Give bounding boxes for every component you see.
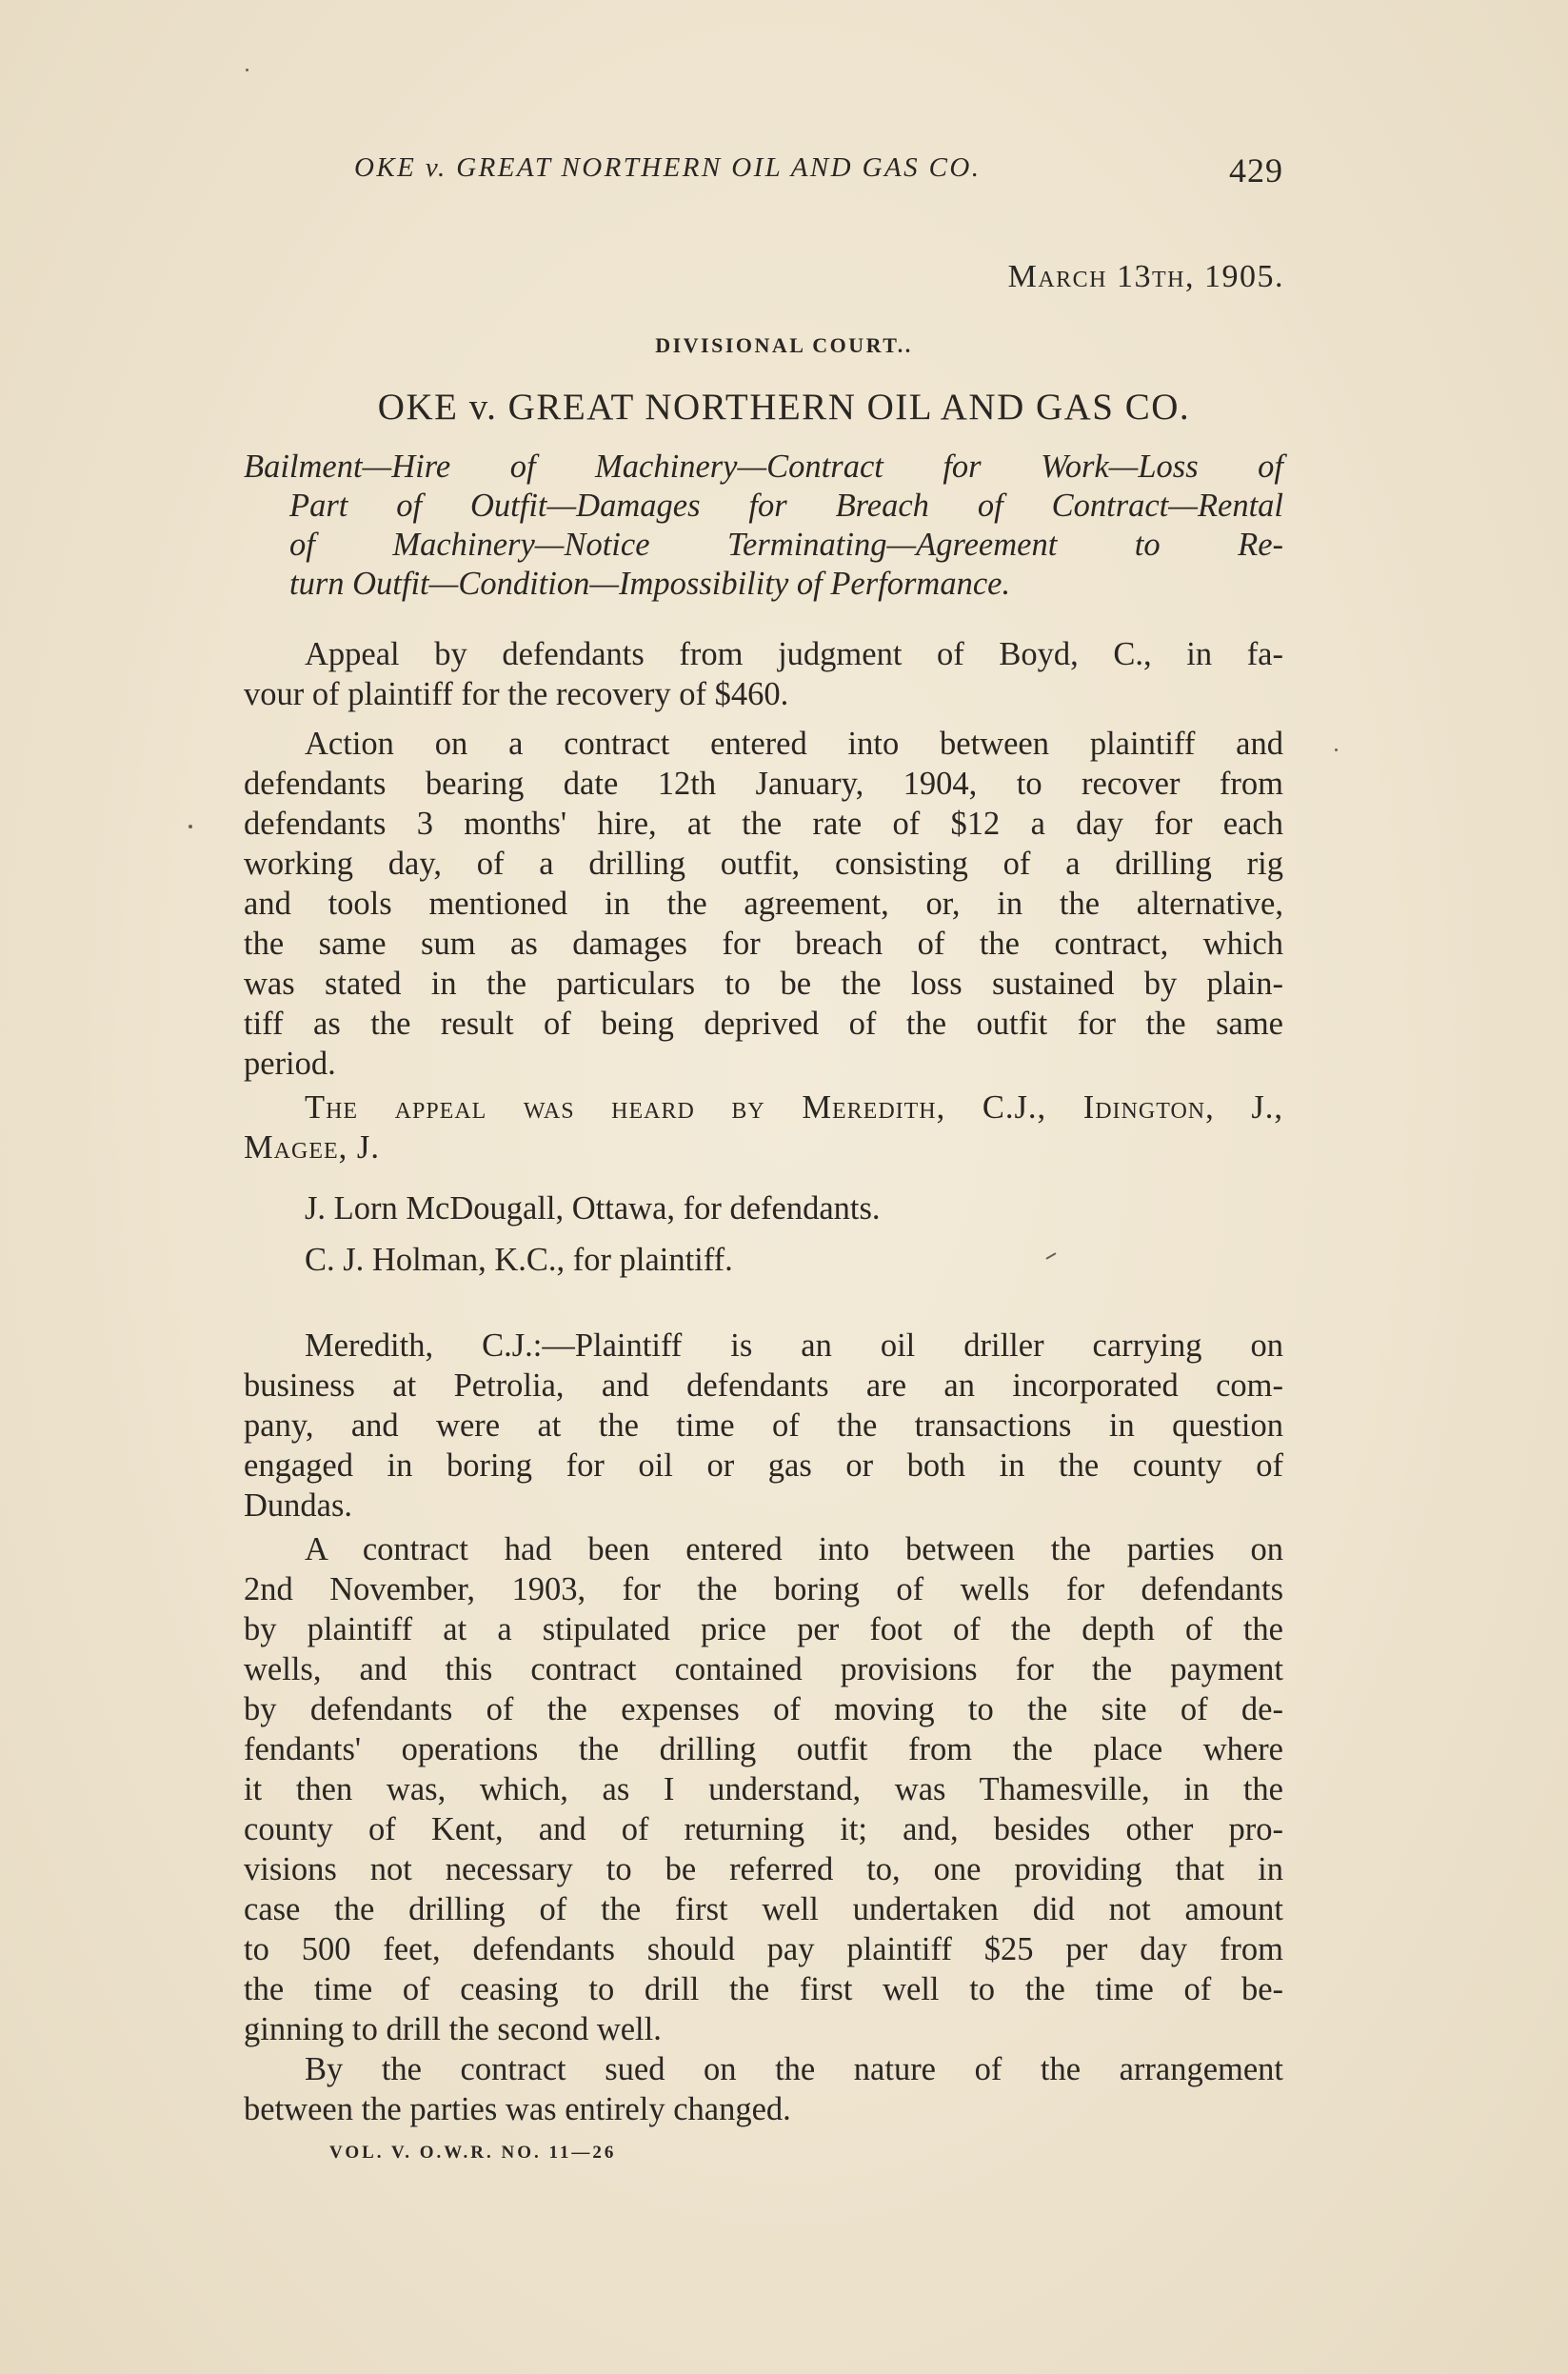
text-line: defendants 3 months' hire, at the rate of $12 a day for each [244,806,1283,842]
text-line: county of Kent, and of returning it; and, besides other pro- [244,1811,1283,1847]
page-number: 429 [1229,151,1283,190]
headnote-line: Bailment—Hire of Machinery—Contract for Work—Loss of [244,449,1283,485]
decision-date: March 13th, 1905. [1007,259,1284,294]
text-line: fendants' operations the drilling outfit from the place where [244,1731,1283,1767]
paragraph-contract-sued-on [244,2049,1283,2129]
text-line: by defendants of the expenses of moving to the site of de- [244,1691,1283,1727]
speck [1335,748,1338,751]
text-line: wells, and this contract contained provisions for the payment [244,1651,1283,1687]
counsel-plaintiff: C. J. Holman, K.C., for plaintiff. [305,1242,733,1278]
paragraph-action [244,724,1283,1084]
text-line: Magee, J. [244,1129,380,1166]
court-name: DIVISIONAL COURT.. [655,333,913,357]
text-line: ginning to drill the second well. [244,2011,662,2047]
text-line: to 500 feet, defendants should pay plaintiff $25 per day from [244,1931,1283,1967]
running-title: OKE v. GREAT NORTHERN OIL AND GAS CO. [354,152,982,183]
text-line: visions not necessary to be referred to, one providing that in [244,1851,1283,1887]
speck [1045,1252,1056,1260]
text-line: The appeal was heard by Meredith, C.J., Idington, J., [305,1089,1283,1126]
text-line: 2nd November, 1903, for the boring of wells for defendants [244,1571,1283,1607]
text-line: tiff as the result of being deprived of the outfit for the same [244,1006,1283,1042]
text-line: engaged in boring for oil or gas or both in the county of [244,1447,1283,1484]
headnote-line: of Machinery—Notice Terminating—Agreement to Re- [289,527,1283,563]
speck [189,825,192,828]
text-line: by plaintiff at a stipulated price per foot of the depth of the [244,1611,1283,1647]
speck [246,69,248,71]
text-line: A contract had been entered into between the parties on [305,1531,1283,1567]
text-line: the same sum as damages for breach of the contract, which [244,926,1283,962]
text-line: between the parties was entirely changed. [244,2091,791,2127]
headnote-line: Part of Outfit—Damages for Breach of Contract—Rental [289,488,1283,524]
text-line: Dundas. [244,1487,353,1524]
paragraph-heard-by [244,1087,1283,1167]
text-line: Appeal by defendants from judgment of Boyd, C., in fa- [305,636,1283,672]
text-line: and tools mentioned in the agreement, or, in the alternative, [244,886,1283,922]
text-line: pany, and were at the time of the transactions in question [244,1407,1283,1444]
text-line: defendants bearing date 12th January, 1904, to recover from [244,766,1283,802]
text-line: it then was, which, as I understand, was Thamesville, in the [244,1771,1283,1807]
text-line: was stated in the particulars to be the loss sustained by plain- [244,966,1283,1002]
running-head [354,152,1283,200]
text-line: period. [244,1046,336,1082]
text-line: Meredith, C.J.:—Plaintiff is an oil driller carrying on [305,1327,1283,1364]
headnote [244,448,1283,604]
paragraph-appeal [244,634,1283,714]
text-line: Action on a contract entered into between plaintiff and [305,726,1283,762]
text-line: working day, of a drilling outfit, consisting of a drilling rig [244,846,1283,882]
text-line: vour of plaintiff for the recovery of $460. [244,676,789,712]
text-line: case the drilling of the first well undertaken did not amount [244,1891,1283,1927]
text-line: By the contract sued on the nature of the arrangement [305,2051,1283,2087]
text-line: the time of ceasing to drill the first well to the time of be- [244,1971,1283,2007]
counsel-defendants: J. Lorn McDougall, Ottawa, for defendants. [305,1190,881,1227]
headnote-line: turn Outfit—Condition—Impossibility of Performance. [289,566,1011,602]
case-title: OKE v. GREAT NORTHERN OIL AND GAS CO. [377,387,1191,428]
paragraph-contract [244,1529,1283,2049]
text-line: business at Petrolia, and defendants are an incorporated com- [244,1367,1283,1404]
signature-mark: VOL. V. O.W.R. NO. 11—26 [329,2143,617,2163]
paragraph-judgment-opening [244,1326,1283,1526]
